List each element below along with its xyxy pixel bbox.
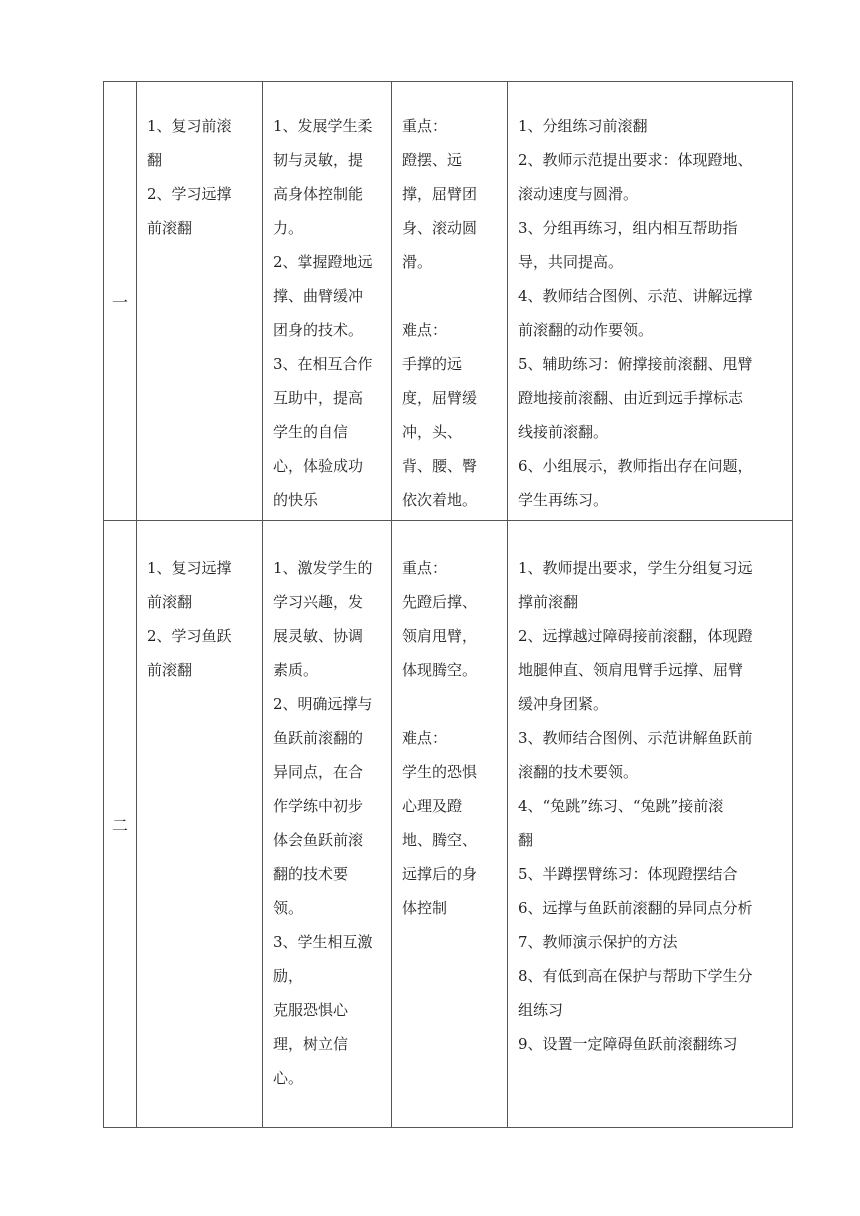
text-line: 的快乐 [273,491,319,509]
text-line: 励， [273,967,304,985]
text-line: 度，屈臂缓 [402,389,478,407]
text-line: 3、学生相互激 [273,933,373,951]
text-line: 远撑后的身 [402,865,478,883]
table-row [104,82,793,521]
text-line: 线接前滚翻。 [518,423,609,441]
text-line: 滑。 [402,253,433,271]
difficult-label: 难点： [402,729,448,747]
text-line: 撑，屈臂团 [402,185,478,203]
text-line: 3、教师结合图例、示范讲解鱼跃前 [518,729,753,747]
text-line: 展灵敏、协调 [273,627,364,645]
text-line: 体会鱼跃前滚 [273,831,364,849]
text-line: 1、分组练习前滚翻 [518,117,648,135]
text-line: 鱼跃前滚翻的 [273,729,364,747]
text-line: 前滚翻 [147,661,193,679]
text-line: 翻 [147,151,163,169]
text-line: 1、教师提出要求，学生分组复习远 [518,559,753,577]
text-line: 1、发展学生柔 [273,117,373,135]
text-line: 领肩甩臂， [402,627,478,645]
text-line: 撑前滚翻 [518,593,579,611]
text-line: 素质。 [273,661,319,679]
text-line: 身、滚动圆 [402,219,478,237]
text-line: 冲，头、 [402,423,463,441]
text-line: 力。 [273,219,304,237]
objectives-cell [263,82,392,521]
text-line: 手撑的远 [402,355,463,373]
content-cell [137,82,263,521]
text-line: 8、有低到高在保护与帮助下学生分 [518,967,753,985]
text-line: 3、分组再练习，组内相互帮助指 [518,219,738,237]
lesson-number: 二 [104,521,137,1128]
text-line: 2、学习鱼跃 [147,627,232,645]
activities-cell [508,82,793,521]
table-row [104,521,793,1128]
text-line: 缓冲身团紧。 [518,695,609,713]
text-line: 9、设置一定障碍鱼跃前滚翻练习 [518,1035,738,1053]
text-line: 2、教师示范提出要求：体现蹬地、 [518,151,753,169]
text-line: 前滚翻的动作要领。 [518,321,654,339]
text-line: 4、“兔跳”练习、“兔跳”接前滚 [518,797,724,815]
text-line: 作学练中初步 [273,797,364,815]
key-difficult-cell [392,82,508,521]
text-line: 学生的自信 [273,423,349,441]
activities-cell [508,521,793,1128]
text-line: 组练习 [518,1001,564,1019]
text-line: 理，树立信 [273,1035,349,1053]
text-line: 3、在相互合作 [273,355,373,373]
text-line: 体现腾空。 [402,661,478,679]
key-label: 重点： [402,559,448,577]
text-line: 地腿伸直、领肩甩臂手远撑、屈臂 [518,661,744,679]
text-line: 学生的恐惧 [402,763,478,781]
objectives-cell [263,521,392,1128]
text-line: 1、激发学生的 [273,559,373,577]
text-line: 心，体验成功 [273,457,364,475]
text-line: 学习兴趣，发 [273,593,364,611]
text-line: 1、复习前滚 [147,117,232,135]
text-line: 6、小组展示，教师指出存在问题， [518,457,753,475]
difficult-label: 难点： [402,321,448,339]
text-line: 学生再练习。 [518,491,609,509]
text-line: 2、掌握蹬地远 [273,253,373,271]
text-line: 5、半蹲摆臂练习：体现蹬摆结合 [518,865,738,883]
text-line: 背、腰、臀 [402,457,478,475]
text-line: 体控制 [402,899,448,917]
text-line: 心。 [273,1069,304,1087]
key-difficult-cell [392,521,508,1128]
text-line: 互助中，提高 [273,389,364,407]
text-line: 滚翻的技术要领。 [518,763,639,781]
text-line: 2、远撑越过障碍接前滚翻，体现蹬 [518,627,753,645]
text-line: 前滚翻 [147,219,193,237]
text-line: 领。 [273,899,304,917]
text-line: 5、辅助练习：俯撑接前滚翻、甩臂 [518,355,753,373]
text-line: 滚动速度与圆滑。 [518,185,639,203]
text-line: 7、教师演示保护的方法 [518,933,678,951]
text-line: 撑、曲臂缓冲 [273,287,364,305]
lesson-plan-table [103,81,793,1128]
text-line: 翻的技术要 [273,865,349,883]
text-line: 克服恐惧心 [273,1001,349,1019]
text-line: 翻 [518,831,534,849]
text-line: 2、学习远撑 [147,185,232,203]
text-line: 韧与灵敏，提 [273,151,364,169]
content-cell [137,521,263,1128]
text-line: 导，共同提高。 [518,253,624,271]
text-line: 蹬摆、远 [402,151,463,169]
lesson-number: 一 [104,82,137,521]
table-body [104,82,793,1128]
text-line: 团身的技术。 [273,321,364,339]
key-label: 重点： [402,117,448,135]
text-line: 心理及蹬 [402,797,463,815]
text-line: 2、明确远撑与 [273,695,373,713]
text-line: 1、复习远撑 [147,559,232,577]
text-line: 先蹬后撑、 [402,593,478,611]
text-line: 依次着地。 [402,491,478,509]
text-line: 4、教师结合图例、示范、讲解远撑 [518,287,753,305]
text-line: 地、腾空、 [402,831,478,849]
text-line: 蹬地接前滚翻、由近到远手撑标志 [518,389,744,407]
text-line: 前滚翻 [147,593,193,611]
text-line: 异同点，在合 [273,763,364,781]
text-line: 6、远撑与鱼跃前滚翻的异同点分析 [518,899,753,917]
text-line: 高身体控制能 [273,185,364,203]
